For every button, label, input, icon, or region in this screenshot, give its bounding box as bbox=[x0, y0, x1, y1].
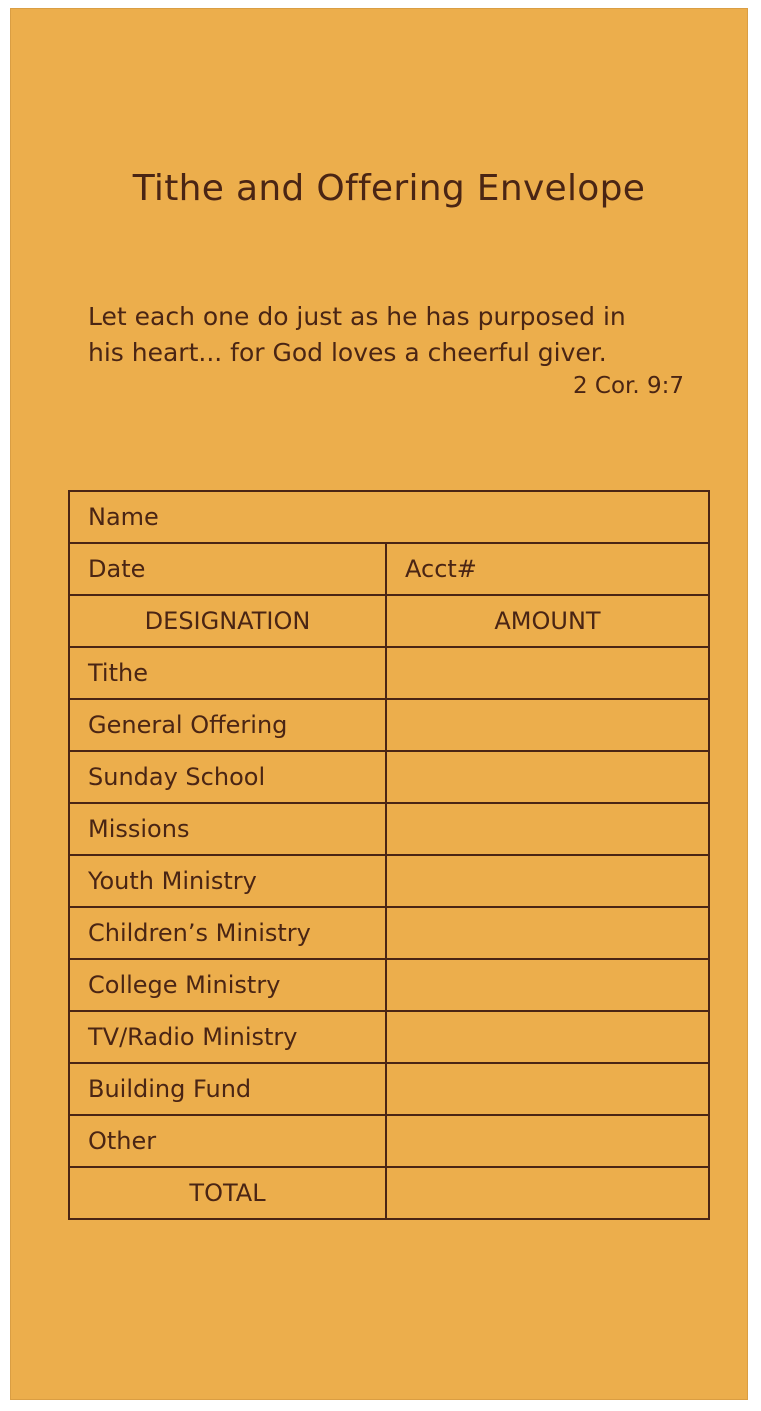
amount-field[interactable] bbox=[386, 855, 709, 907]
amount-field[interactable] bbox=[386, 1011, 709, 1063]
designation-label: Children’s Ministry bbox=[69, 907, 386, 959]
offering-form-table bbox=[68, 490, 710, 1220]
envelope-title: Tithe and Offering Envelope bbox=[132, 168, 646, 209]
verse-reference: 2 Cor. 9:7 bbox=[572, 373, 684, 399]
amount-field[interactable] bbox=[386, 647, 709, 699]
designation-label: Sunday School bbox=[69, 751, 386, 803]
acct-label: Acct# bbox=[405, 555, 477, 583]
amount-field[interactable] bbox=[386, 699, 709, 751]
amount-field[interactable] bbox=[386, 803, 709, 855]
offering-envelope bbox=[10, 8, 748, 1400]
date-field[interactable] bbox=[69, 543, 386, 595]
amount-field[interactable] bbox=[386, 1115, 709, 1167]
header-row bbox=[69, 595, 709, 647]
designation-row bbox=[69, 959, 709, 1011]
name-label: Name bbox=[88, 503, 159, 531]
designation-label: Tithe bbox=[69, 647, 386, 699]
designation-row bbox=[69, 751, 709, 803]
designation-row bbox=[69, 803, 709, 855]
designation-label: General Offering bbox=[69, 699, 386, 751]
designation-row bbox=[69, 907, 709, 959]
designation-row bbox=[69, 647, 709, 699]
designation-label: College Ministry bbox=[69, 959, 386, 1011]
name-field[interactable] bbox=[69, 491, 709, 543]
total-amount-field[interactable] bbox=[386, 1167, 709, 1219]
designation-label: TV/Radio Ministry bbox=[69, 1011, 386, 1063]
amount-field[interactable] bbox=[386, 1063, 709, 1115]
designation-label: Building Fund bbox=[69, 1063, 386, 1115]
designation-label: Other bbox=[69, 1115, 386, 1167]
amount-field[interactable] bbox=[386, 751, 709, 803]
designation-row bbox=[69, 855, 709, 907]
date-acct-row bbox=[69, 543, 709, 595]
total-label: TOTAL bbox=[69, 1167, 386, 1219]
name-row bbox=[69, 491, 709, 543]
designation-row bbox=[69, 1115, 709, 1167]
verse-line-1: Let each one do just as he has purposed in bbox=[88, 302, 626, 331]
acct-field[interactable] bbox=[386, 543, 709, 595]
designation-row bbox=[69, 1011, 709, 1063]
designation-label: Youth Ministry bbox=[69, 855, 386, 907]
amount-field[interactable] bbox=[386, 907, 709, 959]
designation-row bbox=[69, 1063, 709, 1115]
designation-row bbox=[69, 699, 709, 751]
amount-field[interactable] bbox=[386, 959, 709, 1011]
amount-header: AMOUNT bbox=[386, 595, 709, 647]
designation-label: Missions bbox=[69, 803, 386, 855]
scripture-verse bbox=[88, 299, 698, 371]
designation-header: DESIGNATION bbox=[69, 595, 386, 647]
total-row bbox=[69, 1167, 709, 1219]
verse-line-2: his heart... for God loves a cheerful giver. bbox=[88, 338, 607, 367]
date-label: Date bbox=[88, 555, 146, 583]
